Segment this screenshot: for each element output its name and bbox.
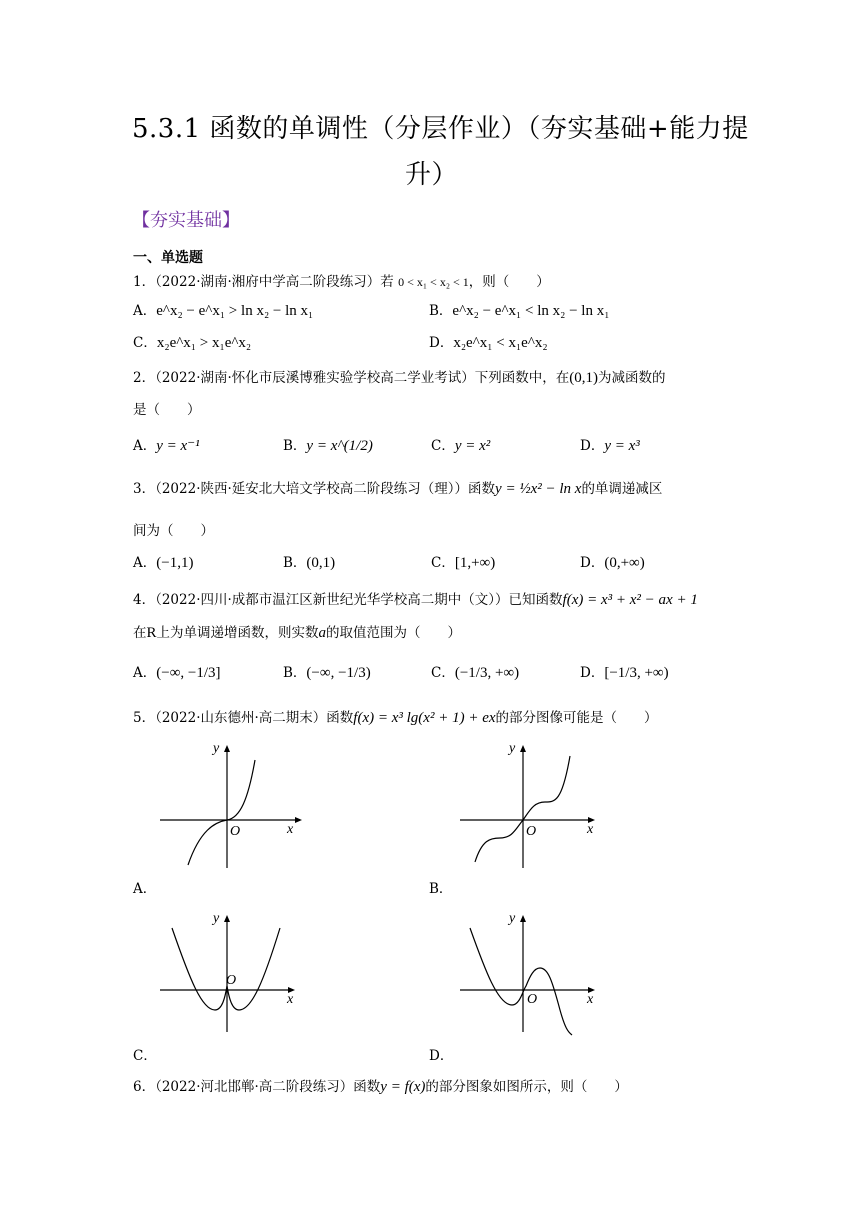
question-5-option-d: D． <box>429 1048 454 1064</box>
question-type-heading: 一、单选题 <box>133 250 203 266</box>
question-3-option-d: D．(0,+∞) <box>580 555 645 571</box>
question-2-option-c: C．y = x² <box>431 438 491 454</box>
question-4-stem-line2: 在R上为单调递增函数，则实数a的取值范围为（ ） <box>133 625 462 641</box>
question-3-option-c: C．[1,+∞) <box>431 555 496 571</box>
question-4-function: f(x) = x³ + x² − ax + 1 <box>562 592 698 608</box>
graph-d-origin: O <box>527 992 538 1007</box>
question-4-option-c: C．(−1/3, +∞) <box>431 665 520 681</box>
question-2-stem-line2: 是（ ） <box>133 402 201 418</box>
question-1-stem: 1．（2022·湖南·湘府中学高二阶段练习）若 0 < x₁ < x₂ < 1，则（ ） <box>133 274 550 290</box>
question-1-option-d: D．x₂e^x₁ < x₁e^x₂ <box>429 335 548 351</box>
question-1-option-a: A．e^x₂ − e^x₁ > ln x₂ − ln x₁ <box>133 303 314 319</box>
question-2-interval: (0,1) <box>569 370 599 386</box>
graph-a-origin: O <box>230 824 241 839</box>
question-2-stem: 2．（2022·湖南·怀化市辰溪博雅实验学校高二学业考试）下列函数中，在(0,1)为减函数的 <box>133 370 666 386</box>
graph-c-y-label: y <box>213 911 220 926</box>
graph-c-x-label: x <box>287 992 294 1007</box>
question-5-option-c: C． <box>133 1048 157 1064</box>
question-2-option-d: D．y = x³ <box>580 438 640 454</box>
question-5-function: f(x) = x³ lg(x² + 1) + ex <box>353 710 496 726</box>
page-title-line1: 5.3.1 函数的单调性（分层作业）（夯实基础+能力提 <box>132 114 749 144</box>
question-3-stem: 3．（2022·陕西·延安北大培文学校高二阶段练习（理））函数y = ½x² − ln x的单调递减区 <box>133 481 663 497</box>
question-1-option-c: C．x₂e^x₁ > x₁e^x₂ <box>133 335 252 351</box>
graph-d-x-label: x <box>587 992 594 1007</box>
question-4-option-d: D．[−1/3, +∞) <box>580 665 669 681</box>
question-3-option-b: B．(0,1) <box>283 555 336 571</box>
question-5-option-b: B． <box>429 881 453 897</box>
question-6-stem: 6．（2022·河北邯郸·高二阶段练习）函数y = f(x)的部分图象如图所示，则（ ） <box>133 1079 628 1095</box>
question-1-option-b: B．e^x₂ − e^x₁ < ln x₂ − ln x₁ <box>429 303 610 319</box>
graph-option-d <box>460 910 610 1035</box>
page-title-line2: 升） <box>405 160 459 190</box>
question-2-option-a: A．y = x⁻¹ <box>133 438 200 454</box>
graph-a-y-label: y <box>213 741 220 756</box>
graph-b-y-label: y <box>509 741 516 756</box>
section-heading: 【夯实基础】 <box>132 210 240 231</box>
question-5-stem: 5．（2022·山东德州·高二期末）函数f(x) = x³ lg(x² + 1) + ex的部分图像可能是（ ） <box>133 710 658 726</box>
graph-a-x-label: x <box>287 822 294 837</box>
graph-c-origin: O <box>226 973 237 988</box>
question-4-option-b: B．(−∞, −1/3) <box>283 665 371 681</box>
question-4-stem: 4．（2022·四川·成都市温江区新世纪光华学校高二期中（文））已知函数f(x) = x³ + x² − ax + 1 <box>133 592 698 608</box>
question-2-option-b: B．y = x^(1/2) <box>283 438 373 454</box>
question-3-stem-line2: 间为（ ） <box>133 523 214 539</box>
question-6-function: y = f(x) <box>380 1079 426 1095</box>
graph-option-a <box>160 740 310 870</box>
question-4-option-a: A．(−∞, −1/3] <box>133 665 221 681</box>
graph-option-b <box>460 740 610 870</box>
question-3-function: y = ½x² − ln x <box>495 481 582 497</box>
question-5-option-a: A． <box>133 881 157 897</box>
graph-d-y-label: y <box>509 911 516 926</box>
graph-b-x-label: x <box>587 822 594 837</box>
question-1-condition: 0 < x₁ < x₂ < 1 <box>398 275 469 289</box>
question-3-option-a: A．(−1,1) <box>133 555 194 571</box>
graph-b-origin: O <box>526 824 537 839</box>
graph-option-c <box>160 910 310 1035</box>
